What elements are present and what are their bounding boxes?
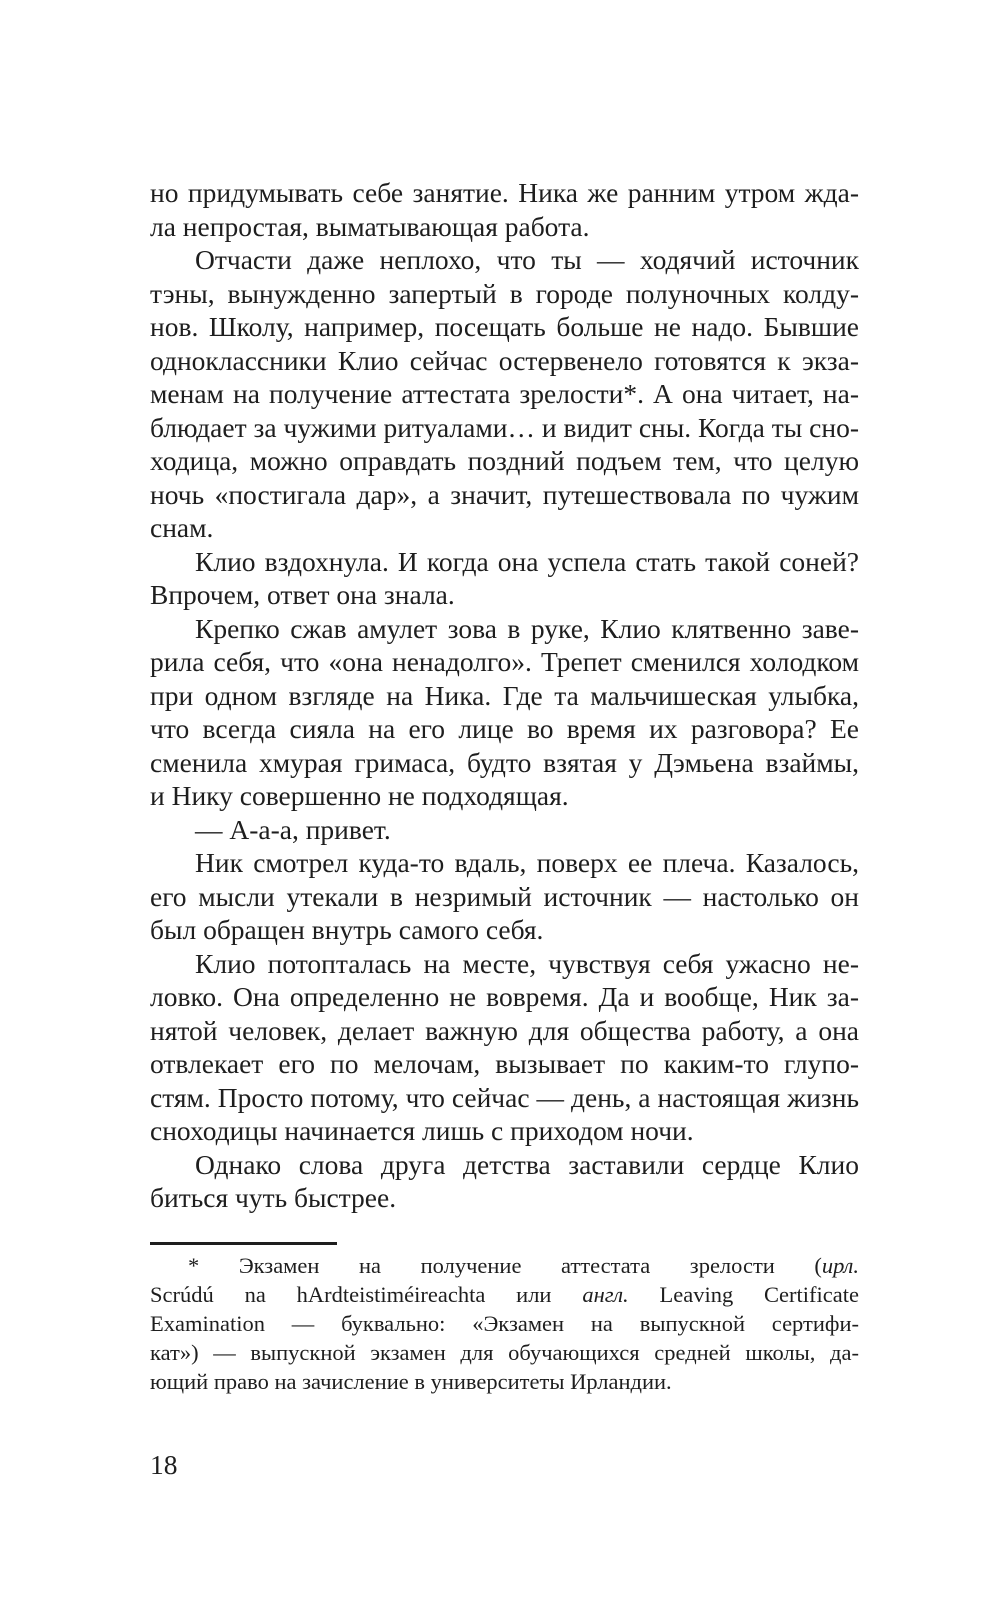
text-line: при одном взгляде на Ника. Где та мальчишеская улыбка,	[150, 679, 859, 711]
text-line: нов. Школу, например, посещать больше не надо. Бывшие	[150, 311, 859, 342]
text-line: Клио потопталась на месте, чувствуя себя ужасно не-	[195, 947, 859, 979]
text-line: сноходицы начинается лишь с приходом ночи.	[150, 1115, 694, 1146]
text-line: нятой человек, делает важную для общества работу, а она	[150, 1014, 859, 1046]
page-number: 18	[150, 1449, 178, 1480]
footnote-abbrev: ирл.	[821, 1253, 859, 1278]
text-line: Однако слова друга детства заставили сердце Клио	[195, 1148, 859, 1180]
text-line: ловко. Она определенно не вовремя. Да и вообще, Ник за-	[150, 981, 859, 1012]
footnote-divider	[150, 1242, 337, 1245]
text-line: отвлекает его по мелочам, вызывает по каким-то глупо-	[150, 1048, 859, 1079]
footnote-text: Leaving Certificate	[628, 1282, 859, 1307]
footnote-abbrev: англ.	[582, 1282, 629, 1307]
text-line: одноклассники Клио сейчас остервенело готовятся к экза-	[150, 344, 859, 376]
text-line: Впрочем, ответ она знала.	[150, 579, 455, 610]
text-line: рила себя, что «она ненадолго». Трепет сменился холодком	[150, 646, 859, 677]
text-line: Крепко сжав амулет зова в руке, Клио клятвенно заве-	[195, 612, 859, 644]
text-line: что всегда сияла на его лице во время их разговора? Ее	[150, 713, 859, 744]
text-line: и Нику совершенно не подходящая.	[150, 780, 569, 811]
text-line: был обращен внутрь самого себя.	[150, 914, 544, 945]
text-line: ходица, можно оправдать поздний подъем тем, что целую	[150, 445, 859, 476]
text-line: снам.	[150, 512, 214, 543]
text-line: Ник смотрел куда-то вдаль, поверх ее плеча. Казалось,	[195, 847, 859, 878]
footnote-line: ющий право на зачисление в университеты Ирландии.	[150, 1369, 672, 1394]
footnote-line	[150, 1251, 859, 1280]
footnote-text: Scrúdú na hArdteistiméireachta или	[150, 1282, 583, 1307]
footnote-line: Examination — буквально: «Экзамен на выпускной сертифи-	[150, 1311, 859, 1336]
text-line: Клио вздохнула. И когда она успела стать такой соней?	[195, 545, 859, 577]
text-line: тэны, вынужденно запертый в городе полуночных колду-	[150, 277, 859, 309]
text-line: блюдает за чужими ритуалами… и видит сны. Когда ты сно-	[150, 411, 859, 443]
text-line: ла непростая, выматывающая работа.	[150, 210, 590, 242]
text-line: но придумывать себе занятие. Ника же ранним утром жда-	[150, 177, 859, 208]
footnote-line	[150, 1280, 859, 1309]
footnote-text: * Экзамен на получение аттестата зрелости (	[188, 1253, 822, 1278]
text-line: Отчасти даже неплохо, что ты — ходячий источник	[195, 244, 859, 275]
body-text	[150, 176, 859, 1215]
text-line: ночь «постигала дар», а значит, путешествовала по чужим	[150, 478, 859, 510]
text-line: — А-а-а, привет.	[195, 813, 391, 845]
text-line: менам на получение аттестата зрелости*. А она читает, на-	[150, 378, 859, 409]
text-line: биться чуть быстрее.	[150, 1182, 397, 1213]
footnote-line: кат») — выпускной экзамен для обучающихся средней школы, да-	[150, 1340, 859, 1365]
text-line: стям. Просто потому, что сейчас — день, а настоящая жизнь	[150, 1081, 859, 1113]
text-line: сменила хмурая гримаса, будто взятая у Дэмьена взаймы,	[150, 746, 859, 778]
text-line: его мысли утекали в незримый источник — настолько он	[150, 880, 859, 912]
footnote	[150, 1251, 859, 1396]
